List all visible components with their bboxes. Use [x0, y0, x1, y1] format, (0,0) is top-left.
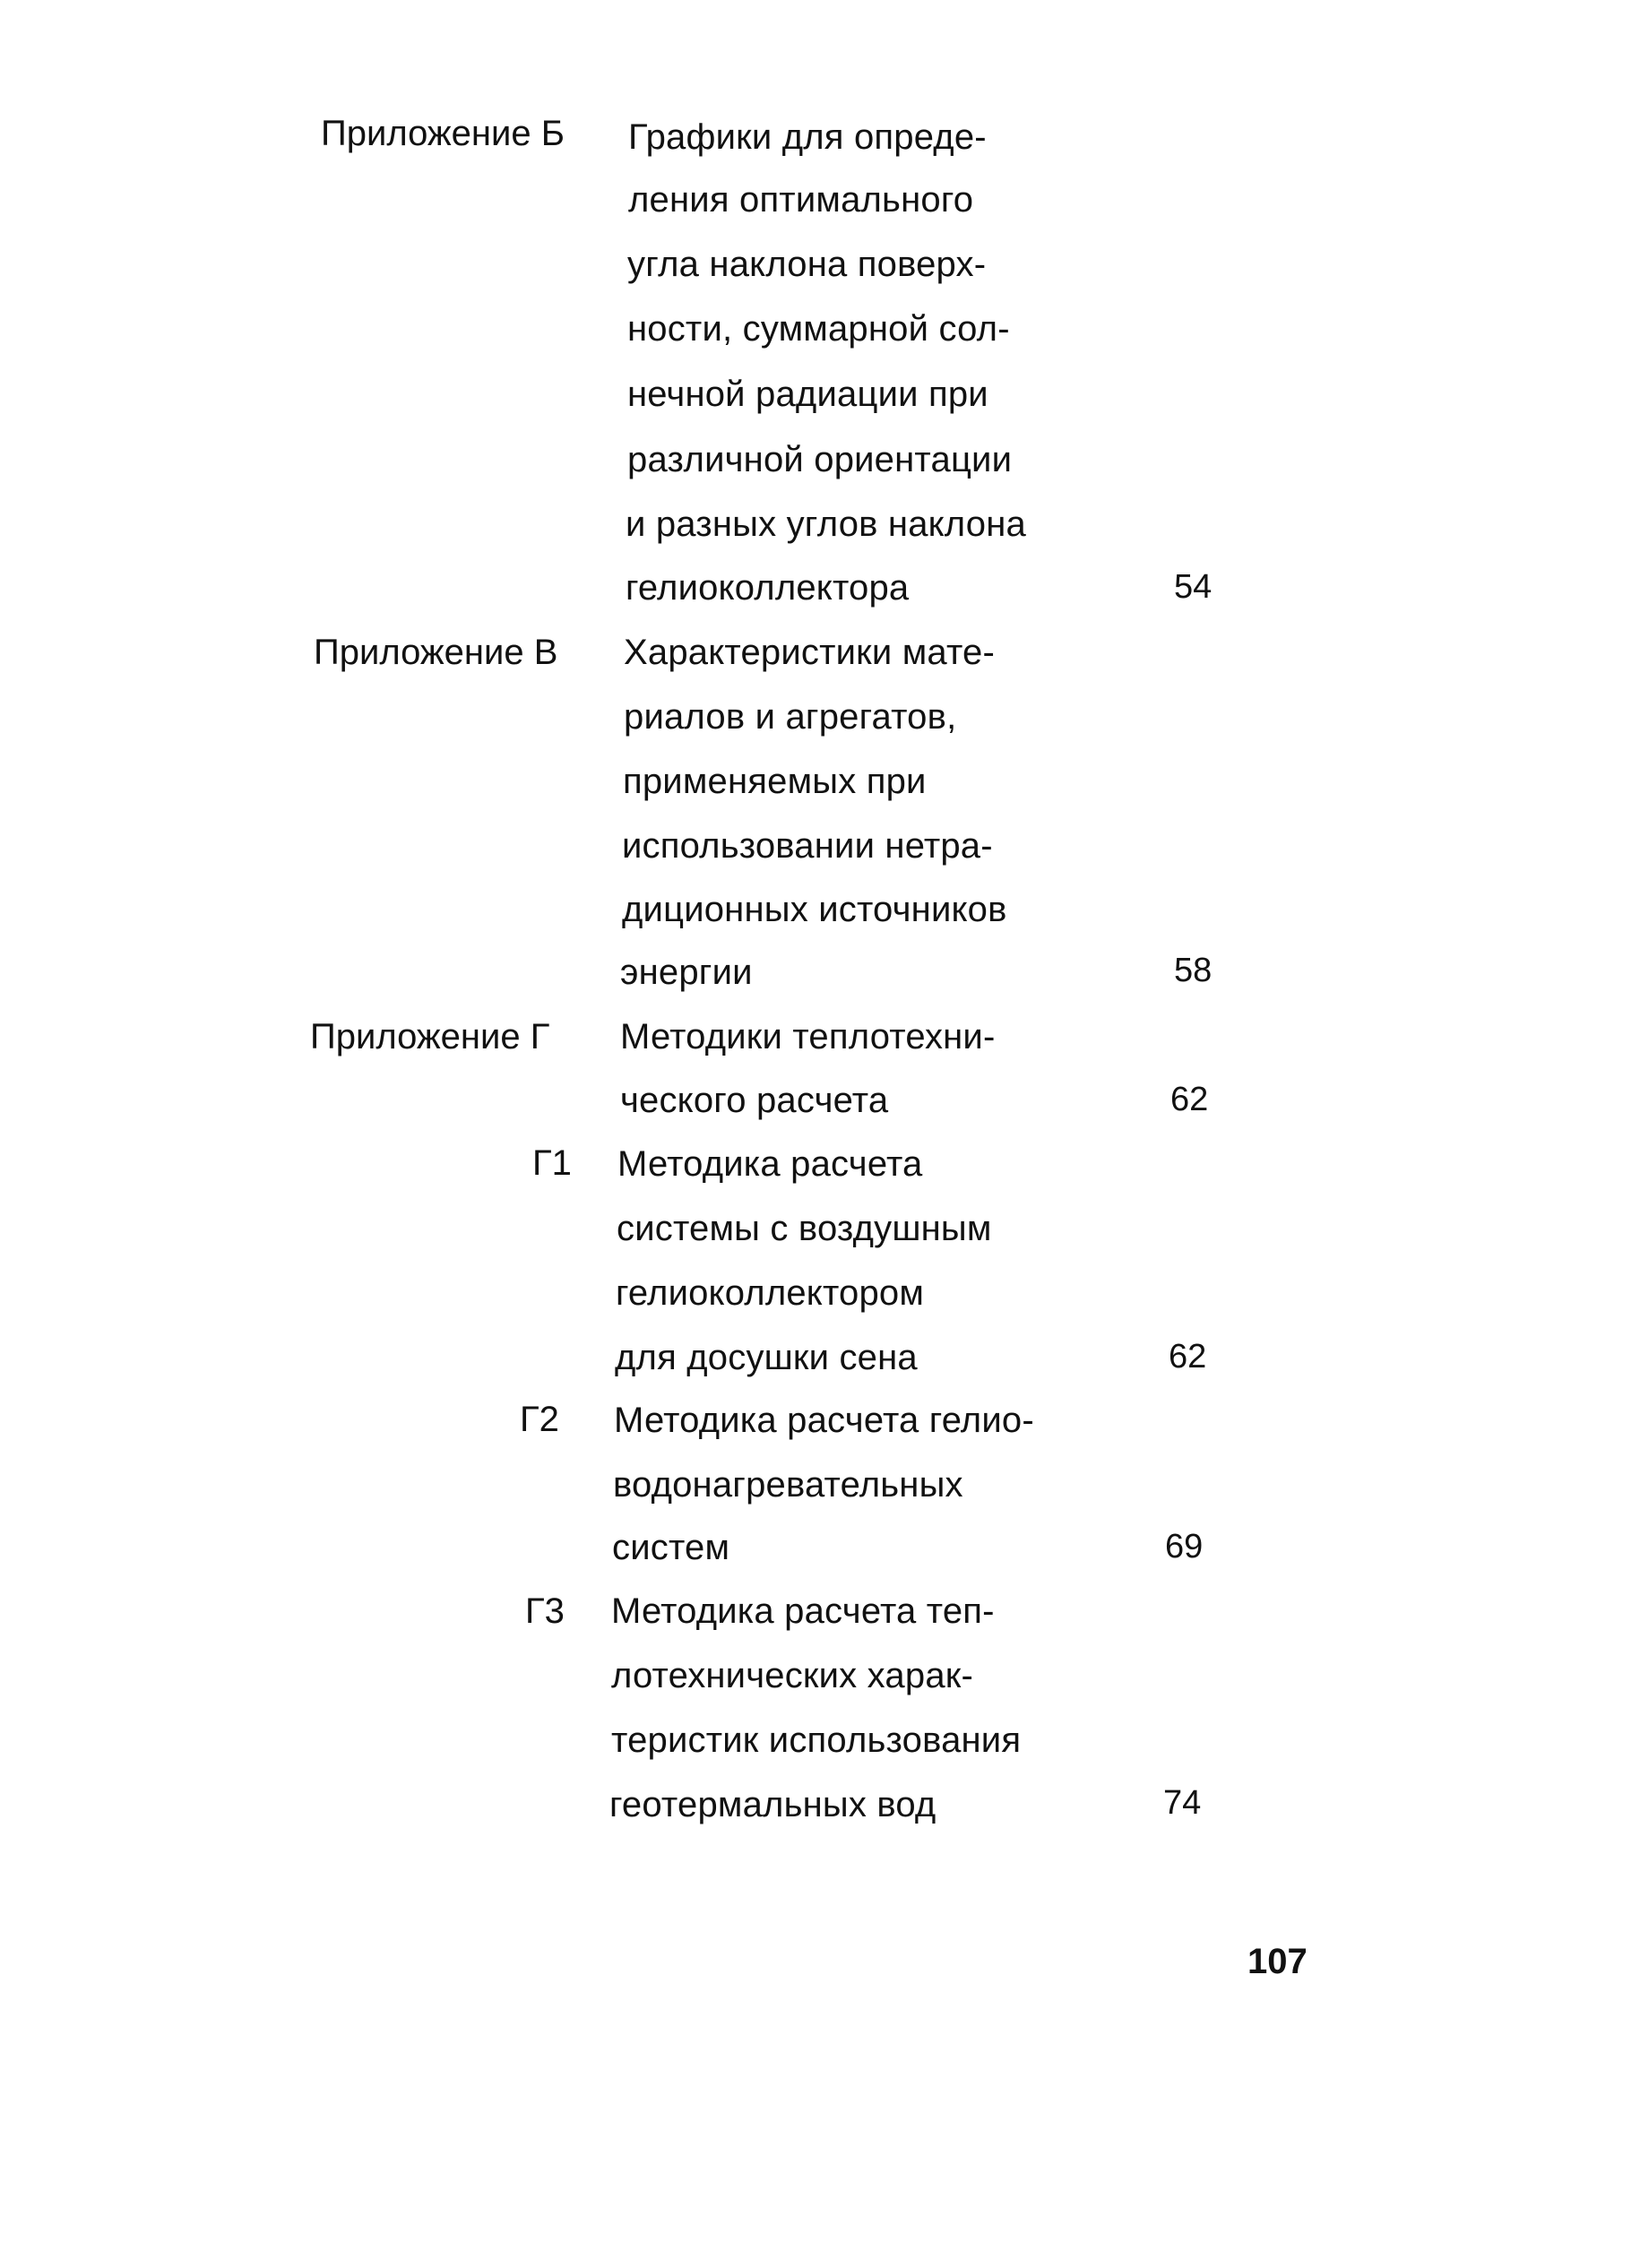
entry-line: применяемых при [623, 762, 927, 801]
entry-label: Г1 [532, 1143, 572, 1183]
entry-page-number: 58 [1174, 952, 1213, 989]
entry-label: Приложение Б [321, 114, 565, 153]
entry-line: систем [612, 1528, 730, 1567]
entry-page-number: 74 [1163, 1784, 1202, 1822]
entry-line: водонагревательных [613, 1465, 963, 1505]
entry-line: гелиоколлектора [626, 568, 910, 608]
entry-line: Методика расчета теп- [611, 1591, 995, 1631]
page-number: 107 [1247, 1942, 1308, 1981]
entry-line: Графики для опреде- [628, 117, 987, 157]
entry-line: системы с воздушным [617, 1209, 992, 1248]
entry-line: ческого расчета [620, 1081, 889, 1120]
entry-page-number: 62 [1170, 1081, 1209, 1118]
entry-line: Характеристики мате- [624, 633, 995, 672]
entry-line: различной ориентации [627, 440, 1013, 479]
entry-line: лотехнических харак- [611, 1656, 973, 1695]
entry-line: ности, суммарной сол- [627, 309, 1010, 349]
entry-line: и разных углов наклона [626, 504, 1026, 544]
entry-line: Методика расчета [617, 1144, 923, 1184]
entry-line: нечной радиации при [627, 375, 988, 414]
entry-page-number: 54 [1174, 568, 1213, 606]
entry-line: Методики теплотехни- [620, 1017, 996, 1056]
entry-line: Методика расчета гелио- [614, 1401, 1034, 1440]
entry-line: геотермальных вод [609, 1785, 937, 1824]
entry-page-number: 62 [1169, 1338, 1207, 1375]
entry-label: Г2 [520, 1400, 559, 1439]
entry-line: использовании нетра- [622, 826, 993, 866]
entry-label: Приложение В [314, 633, 558, 672]
entry-line: ления оптимального [628, 180, 974, 220]
entry-label: Г3 [525, 1591, 565, 1631]
entry-line: диционных источников [622, 890, 1007, 929]
entry-page-number: 69 [1165, 1528, 1204, 1565]
entry-label: Приложение Г [310, 1017, 550, 1056]
entry-line: для досушки сена [615, 1338, 918, 1377]
entry-line: энергии [620, 953, 753, 992]
entry-line: угла наклона поверх- [627, 245, 987, 284]
entry-line: гелиоколлектором [616, 1273, 925, 1313]
entry-line: теристик использования [611, 1720, 1022, 1760]
entry-line: риалов и агрегатов, [624, 697, 957, 737]
